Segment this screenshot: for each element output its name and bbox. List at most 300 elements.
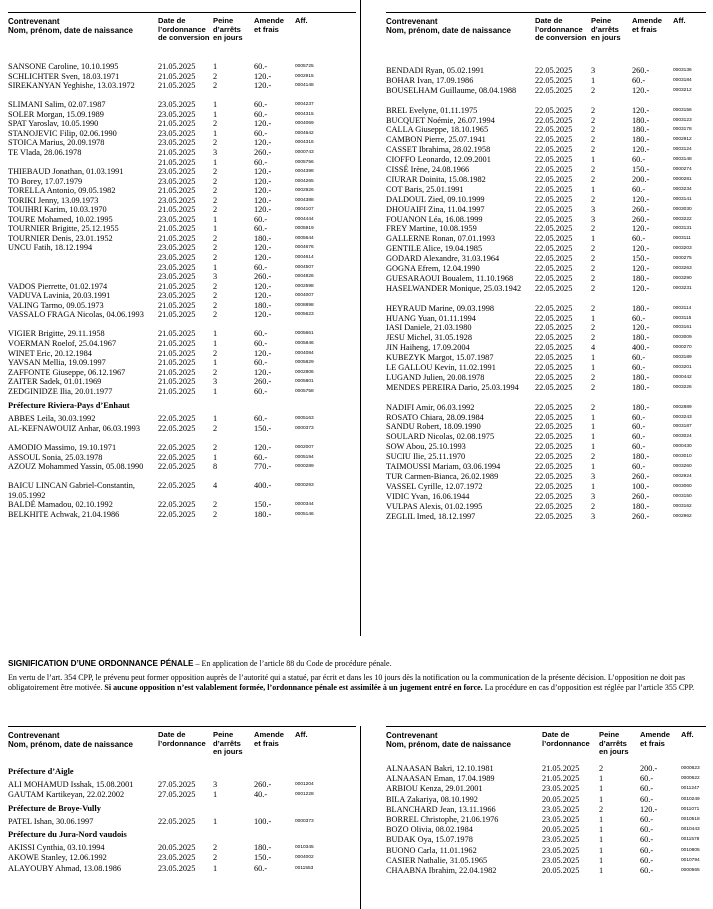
row-date: 22.05.2025 (535, 244, 573, 254)
row-amende: 60.- (254, 100, 268, 110)
row-aff: 0000344 (295, 502, 314, 508)
row-name: VALING Tarmo, 09.05.1973 (8, 300, 104, 310)
row-peine: 1 (591, 442, 596, 452)
row-aff: 0003060 (673, 483, 692, 489)
row-peine: 2 (591, 115, 596, 125)
signification-tail: La procédure en cas d’opposition est réglée par l’article 355 CPP. (482, 683, 695, 693)
row-amende: 120.- (640, 804, 658, 814)
row-aff: 0004107 (295, 207, 314, 213)
row-peine: 2 (213, 205, 218, 215)
row-peine: 2 (213, 509, 218, 519)
row-peine: 2 (213, 843, 218, 853)
row-date: 20.05.2025 (542, 866, 580, 875)
row-peine: 1 (591, 184, 596, 194)
row-date: 21.05.2025 (158, 377, 196, 387)
row-aff: 0010794 (681, 857, 700, 863)
row-name: ALAYOUBY Ahmad, 13.08.1986 (8, 863, 122, 873)
row-amende: 120.- (254, 348, 272, 358)
row-peine: 3 (591, 471, 596, 481)
row-aff: 0005194 (295, 454, 314, 460)
row-date: 22.05.2025 (535, 452, 573, 462)
row-amende: 260.- (632, 471, 650, 481)
header-peine: Peine d’arrêts en jours (591, 16, 621, 43)
row-amende: 60.- (254, 863, 268, 873)
row-date: 22.05.2025 (535, 343, 573, 353)
row-date: 22.05.2025 (535, 303, 573, 313)
row-date: 22.05.2025 (535, 353, 573, 363)
row-peine: 1 (591, 234, 596, 244)
row-name: SLIMANI Salim, 02.07.1987 (8, 100, 106, 110)
row-name: FREY Martine, 10.08.1959 (386, 224, 477, 234)
row-name: TOUIHRI Karim, 10.03.1970 (8, 205, 107, 215)
row-date: 22.05.2025 (535, 382, 573, 392)
row-date: 22.05.2025 (535, 194, 573, 204)
row-peine: 1 (591, 313, 596, 323)
table-header (8, 12, 356, 51)
row-peine: 2 (591, 254, 596, 264)
row-name: SANDU Robert, 18.09.1990 (386, 422, 481, 432)
section-heading: Préfecture d’Aigle (8, 767, 74, 776)
row-aff: 0003009 (673, 335, 692, 341)
row-date: 22.05.2025 (535, 491, 573, 501)
row-name: GENTILE Alice, 19.04.1985 (386, 244, 483, 254)
table-header (386, 726, 706, 765)
row-amende: 400.- (254, 481, 272, 491)
row-peine: 2 (591, 145, 596, 155)
row-amende: 60.- (640, 866, 654, 875)
row-amende: 60.- (254, 224, 268, 234)
row-name: BOHAR Ivan, 17.09.1986 (386, 75, 474, 85)
row-aff: 0004614 (295, 255, 314, 260)
row-amende: 120.- (254, 195, 272, 205)
row-amende: 40.- (254, 790, 268, 800)
row-date: 23.05.2025 (158, 243, 196, 253)
row-amende: 120.- (254, 81, 272, 91)
row-peine: 1 (591, 363, 596, 372)
row-name: VASSEL Cyrille, 12.07.1972 (386, 481, 483, 491)
row-aff: 0002806 (295, 369, 314, 375)
row-peine: 3 (213, 272, 218, 282)
row-peine: 3 (591, 66, 596, 75)
row-peine: 1 (599, 794, 604, 804)
row-amende: 260.- (632, 511, 650, 521)
row-peine: 2 (213, 176, 218, 186)
row-amende: 180.- (632, 125, 650, 135)
header-amende: Amende et frais (640, 730, 670, 748)
row-date: 22.05.2025 (535, 214, 573, 224)
row-amende: 120.- (254, 367, 272, 377)
row-name: SOLER Morgan, 15.09.1989 (8, 109, 104, 119)
row-aff: 0004316 (295, 140, 314, 146)
header-date: Date de l’ordonnance (542, 730, 590, 748)
row-peine: 2 (591, 244, 596, 254)
row-aff: 0005919 (295, 226, 314, 232)
header-aff: Aff. (681, 730, 694, 739)
row-name: SUCIU Ilie, 25.11.1970 (386, 452, 466, 462)
row-peine: 2 (213, 281, 218, 291)
row-peine: 2 (591, 501, 596, 511)
row-aff: 0010443 (681, 827, 700, 833)
row-name: CAMBON Pierre, 25.07.1941 (386, 135, 486, 145)
row-aff: 0003115 (673, 315, 692, 321)
row-date: 21.05.2025 (158, 233, 196, 243)
table-top-right (386, 12, 706, 634)
row-date: 23.05.2025 (542, 855, 580, 865)
row-peine: 2 (213, 424, 218, 433)
row-amende: 150.- (254, 853, 272, 863)
row-date: 22.05.2025 (535, 412, 573, 422)
row-aff: 0003231 (673, 285, 692, 291)
row-date: 23.05.2025 (158, 100, 196, 110)
row-name: BLANCHARD Jean, 13.11.1966 (386, 804, 496, 814)
row-date: 22.05.2025 (535, 135, 573, 145)
row-peine: 1 (213, 128, 218, 138)
row-date: 21.05.2025 (158, 157, 196, 167)
row-peine: 1 (213, 262, 218, 272)
row-name: GALLERNE Ronan, 07.01.1993 (386, 234, 496, 244)
row-aff: 0011071 (681, 806, 700, 812)
row-peine: 2 (591, 264, 596, 273)
row-aff: 0003010 (673, 454, 692, 460)
row-date: 21.05.2025 (158, 224, 196, 234)
row-date: 23.05.2025 (158, 262, 196, 272)
row-aff: 0000281 (673, 176, 692, 182)
row-peine: 1 (599, 774, 604, 784)
row-amende: 60.- (632, 155, 646, 165)
signification-body: En vertu de l’art. 354 CPP, le prévenu peut former opposition auprès de l’autorité qui a statué, par écrit et dans les 10 jours dès la notification ou la communication de la présente décision. L’opposition ne doit pas obligatoirement être motivée. (8, 673, 686, 693)
row-date: 22.05.2025 (535, 85, 573, 95)
row-date: 21.05.2025 (158, 386, 196, 396)
row-amende: 180.- (632, 501, 650, 511)
row-amende: 120.- (632, 264, 650, 273)
row-peine: 1 (599, 815, 604, 824)
row-name: THIEBAUD Jonathan, 01.03.1991 (8, 167, 124, 177)
row-aff: 0003161 (673, 325, 692, 331)
row-aff: 0000270 (673, 345, 692, 351)
row-name: BELKHITE Achwak, 21.04.1986 (8, 509, 120, 519)
row-date: 22.05.2025 (158, 462, 196, 472)
row-date: 22.05.2025 (535, 481, 573, 491)
row-date: 22.05.2025 (535, 501, 573, 511)
row-name: AZOUZ Mohammed Yassin, 05.08.1990 (8, 462, 144, 472)
row-date: 21.05.2025 (158, 205, 196, 215)
row-date: 23.05.2025 (158, 853, 196, 863)
row-peine: 2 (213, 443, 218, 453)
row-name: JIN Haiheng, 17.09.2004 (386, 343, 470, 353)
row-name: ARBIOU Kenza, 29.01.2001 (386, 784, 483, 794)
column-divider-top (360, 0, 361, 636)
row-peine: 1 (213, 816, 218, 826)
row-date: 22.05.2025 (535, 115, 573, 125)
row-aff: 0004069 (295, 121, 314, 127)
row-peine: 3 (213, 147, 218, 157)
row-date: 21.05.2025 (158, 329, 196, 339)
row-name: STANOJEVIC Filip, 02.06.1990 (8, 128, 117, 138)
row-date: 21.05.2025 (158, 310, 196, 320)
row-date: 21.05.2025 (158, 348, 196, 358)
section-heading: Préfecture du Jura-Nord vaudois (8, 830, 127, 839)
row-aff: 0004676 (295, 245, 314, 251)
row-peine: 2 (591, 165, 596, 174)
row-aff: 0000442 (673, 374, 692, 380)
row-amende: 120.- (254, 186, 272, 196)
section-heading: Préfecture de Broye-Vully (8, 803, 101, 813)
table-top-left (8, 12, 356, 634)
row-amende: 180.- (632, 333, 650, 343)
row-amende: 260.- (254, 272, 272, 282)
row-aff: 0004388 (295, 197, 314, 203)
row-peine: 2 (213, 367, 218, 377)
row-date: 22.05.2025 (535, 66, 573, 75)
row-name: CIURAR Doinita, 15.08.1982 (386, 174, 486, 184)
row-peine: 3 (591, 511, 596, 521)
row-aff: 0000275 (673, 256, 692, 262)
row-amende: 260.- (254, 377, 272, 387)
row-peine: 2 (591, 303, 596, 313)
row-name: VASSALO FRAGA Nicolas, 04.06.1993 (8, 310, 144, 320)
row-name: UNCU Fatih, 18.12.1994 (8, 243, 93, 253)
row-amende: 150.- (632, 165, 650, 174)
row-amende: 60.- (640, 825, 654, 835)
row-date: 22.05.2025 (535, 184, 573, 194)
row-name: AL-KEFNAWOUIZ Anhar, 06.03.1993 (8, 424, 140, 433)
row-amende: 120.- (632, 105, 650, 115)
row-amende: 60.- (640, 815, 654, 824)
row-name: VULPAS Alexis, 01.02.1995 (386, 501, 483, 511)
row-peine: 4 (591, 343, 596, 353)
row-name: GUESARAOUI Boualem, 11.10.1968 (386, 273, 514, 283)
row-peine: 2 (213, 186, 218, 196)
row-name: SIREKANYAN Yeghishe, 13.03.1972 (8, 81, 135, 91)
row-name: VIGIER Brigitte, 29.11.1958 (8, 329, 105, 339)
row-date: 22.05.2025 (158, 481, 196, 491)
row-peine: 2 (591, 85, 596, 95)
row-date: 27.05.2025 (158, 790, 196, 800)
row-amende: 120.- (632, 224, 650, 234)
row-amende: 60.- (254, 452, 268, 462)
row-peine: 2 (213, 71, 218, 81)
row-name: DHOUAIFI Zina, 11.04.1997 (386, 204, 485, 214)
row-aff: 0001228 (295, 792, 314, 798)
row-aff: 0003203 (673, 246, 692, 252)
row-aff: 0003131 (673, 226, 692, 232)
row-aff: 0003024 (673, 434, 692, 440)
row-amende: 260.- (632, 491, 650, 501)
signification-subtitle: – En application de l’article 88 du Code de procédure pénale. (193, 659, 392, 668)
row-aff: 0000274 (673, 167, 692, 172)
signification-title: SIGNIFICATION D’UNE ORDONNANCE PÉNALE (8, 659, 194, 668)
row-date: 23.05.2025 (542, 784, 580, 794)
row-aff: 0010345 (295, 845, 314, 851)
row-name: STOICA Marius, 20.09.1978 (8, 138, 105, 148)
row-name: ROSATO Chiara, 28.09.1984 (386, 412, 484, 422)
row-aff: 0003263 (673, 266, 692, 271)
row-aff: 0003212 (673, 87, 692, 93)
row-peine: 2 (213, 195, 218, 205)
row-date: 22.05.2025 (158, 500, 196, 510)
row-aff: 0003114 (673, 305, 692, 311)
row-aff: 0005725 (295, 64, 314, 69)
row-aff: 0005661 (295, 331, 314, 337)
row-peine: 2 (591, 174, 596, 184)
row-aff: 0002926 (295, 188, 314, 194)
row-name: LE GALLOU Kevin, 11.02.1991 (386, 363, 496, 372)
table-bottom-left (8, 726, 356, 909)
row-amende: 120.- (254, 281, 272, 291)
row-peine: 8 (213, 462, 218, 472)
row-aff: 0000623 (681, 766, 700, 771)
row-date: 23.05.2025 (158, 176, 196, 186)
row-date: 21.05.2025 (158, 338, 196, 348)
row-date: 23.05.2025 (158, 253, 196, 262)
row-aff: 0005163 (295, 416, 314, 422)
row-amende: 60.- (640, 784, 654, 794)
header-amende: Amende et frais (254, 730, 284, 748)
row-name: FOUANON Léa, 16.08.1999 (386, 214, 483, 224)
row-name: ALI MOHAMUD Isshak, 15.08.2001 (8, 780, 134, 790)
row-name: BALDÉ Mamadou, 02.10.1992 (8, 500, 113, 510)
row-date: 21.05.2025 (158, 147, 196, 157)
row-aff: 0005829 (295, 360, 314, 366)
row-name: ZAFFONTE Giuseppe, 06.12.1967 (8, 367, 126, 377)
row-peine: 2 (591, 273, 596, 283)
row-peine: 1 (213, 863, 218, 873)
row-date: 23.05.2025 (158, 272, 196, 282)
row-name: BREL Evelyne, 01.11.1975 (386, 105, 478, 115)
row-amende: 200.- (632, 174, 650, 184)
row-date: 23.05.2025 (158, 291, 196, 301)
row-name: TOURNIER Denis, 23.01.1952 (8, 233, 113, 243)
row-amende: 60.- (254, 128, 268, 138)
row-date: 22.05.2025 (535, 125, 573, 135)
row-name: IASI Daniele, 21.03.1980 (386, 323, 472, 333)
row-aff: 0010805 (681, 847, 700, 853)
header-peine: Peine d’arrêts en jours (213, 16, 243, 43)
row-amende: 120.- (632, 244, 650, 254)
row-amende: 60.- (632, 75, 646, 85)
row-date: 22.05.2025 (535, 204, 573, 214)
row-aff: 0000743 (295, 149, 314, 155)
row-peine: 1 (213, 214, 218, 224)
row-amende: 180.- (632, 273, 650, 283)
row-amende: 60.- (632, 234, 646, 244)
row-aff: 0003187 (673, 424, 692, 430)
row-amende: 120.- (254, 167, 272, 177)
row-date: 22.05.2025 (535, 462, 573, 471)
row-amende: 60.- (640, 774, 654, 784)
row-date: 20.05.2025 (158, 843, 196, 853)
row-name: CHAABNA Ibrahim, 22.04.1982 (386, 866, 497, 875)
row-date: 21.05.2025 (158, 62, 196, 71)
row-peine: 1 (213, 224, 218, 234)
row-amende: 100.- (254, 816, 272, 826)
row-aff: 0004002 (295, 855, 314, 861)
row-name: VIDIC Yvan, 16.06.1944 (386, 491, 470, 501)
row-amende: 120.- (254, 253, 272, 262)
row-amende: 180.- (632, 115, 650, 125)
row-aff: 0005801 (295, 379, 314, 385)
row-date: 22.05.2025 (535, 155, 573, 165)
row-amende: 260.- (632, 66, 650, 75)
row-aff: 0003184 (673, 77, 692, 83)
row-name: SPAT Yaroslav, 10.05.1990 (8, 119, 99, 129)
row-amende: 60.- (632, 353, 646, 363)
header-aff: Aff. (673, 16, 686, 25)
row-amende: 120.- (632, 323, 650, 333)
row-amende: 100.- (632, 481, 650, 491)
row-peine: 2 (599, 804, 604, 814)
row-name: VADUVA Lavinia, 20.03.1991 (8, 291, 111, 301)
row-peine: 2 (591, 194, 596, 204)
row-aff: 0011247 (681, 786, 700, 792)
row-peine: 1 (591, 75, 596, 85)
row-date: 21.05.2025 (542, 774, 580, 784)
row-name: PATEL Ishan, 30.06.1997 (8, 816, 94, 826)
row-aff: 0000293 (295, 483, 314, 489)
row-date: 22.05.2025 (535, 363, 573, 372)
row-peine: 2 (213, 253, 218, 262)
row-peine: 2 (591, 333, 596, 343)
row-date: 22.05.2025 (535, 372, 573, 382)
row-name: GAUTAM Kartikeyan, 22.02.2002 (8, 790, 125, 800)
row-name: JESU Michel, 31.05.1928 (386, 333, 472, 343)
row-name: GOGNA Efrem, 12.04.1990 (386, 264, 480, 273)
row-name: ALNAASAN Eman, 17.04.1989 (386, 774, 495, 784)
row-name: CASSET Ibrahima, 28.02.1958 (386, 145, 491, 155)
row-date: 23.05.2025 (542, 804, 580, 814)
row-aff: 0003189 (673, 355, 692, 361)
table-header (386, 12, 706, 51)
row-peine: 1 (213, 109, 218, 119)
row-amende: 180.- (632, 372, 650, 382)
row-date: 23.05.2025 (158, 138, 196, 148)
row-peine: 3 (591, 204, 596, 214)
row-amende: 260.- (254, 780, 272, 790)
row-date: 21.05.2025 (542, 764, 580, 773)
row-date: 23.05.2025 (158, 863, 196, 873)
row-aff: 0002912 (673, 137, 692, 143)
row-aff: 0003124 (673, 147, 692, 153)
row-date: 22.05.2025 (535, 442, 573, 452)
row-amende: 150.- (632, 254, 650, 264)
row-aff: 0003290 (673, 275, 692, 281)
row-peine: 2 (591, 323, 596, 333)
row-date: 22.05.2025 (535, 264, 573, 273)
row-date: 22.05.2025 (535, 402, 573, 412)
row-peine: 2 (591, 105, 596, 115)
row-name: TOURE Mohamed, 10.02.1995 (8, 214, 113, 224)
row-peine: 3 (591, 214, 596, 224)
row-peine: 2 (591, 283, 596, 293)
row-peine: 2 (591, 224, 596, 234)
row-date: 22.05.2025 (535, 511, 573, 521)
row-date: 22.05.2025 (158, 414, 196, 424)
row-name: TAIMOUSSI Mariam, 03.06.1994 (386, 462, 501, 471)
row-peine: 1 (213, 157, 218, 167)
row-amende: 60.- (254, 414, 268, 424)
row-aff: 0011553 (295, 865, 314, 871)
row-aff: 0004642 (295, 130, 314, 136)
row-amende: 120.- (254, 176, 272, 186)
row-peine: 1 (591, 432, 596, 442)
row-aff: 0003243 (673, 414, 692, 420)
row-date: 23.05.2025 (158, 195, 196, 205)
row-name: BILA Zakariya, 08.10.1992 (386, 794, 478, 804)
row-name: SCHLICHTER Sven, 18.03.1971 (8, 71, 120, 81)
row-amende: 180.- (254, 509, 272, 519)
row-date: 22.05.2025 (158, 424, 196, 433)
row-peine: 2 (213, 138, 218, 148)
